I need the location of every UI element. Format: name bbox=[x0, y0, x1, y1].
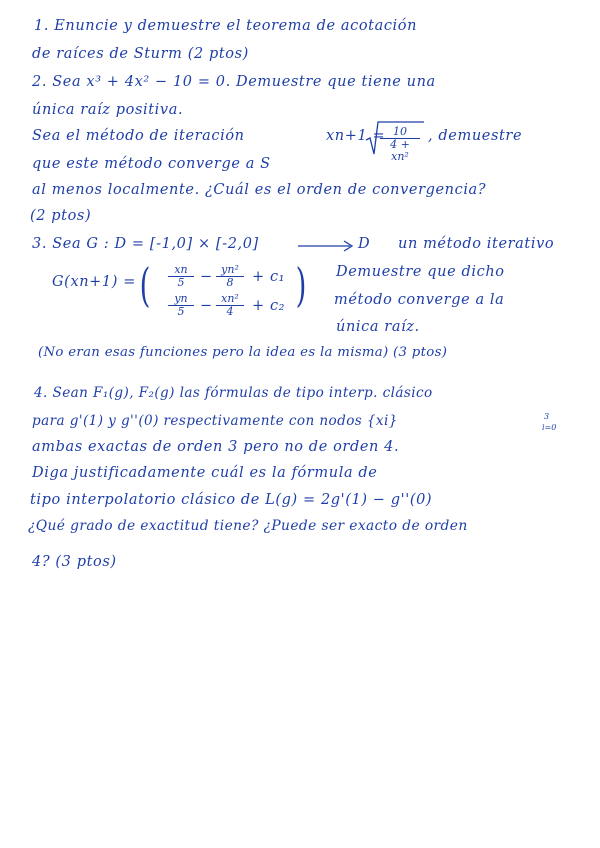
p4-line5: tipo interpolatorio clásico de L(g) = 2g'(1) − g''(0) bbox=[30, 492, 433, 508]
p3-right1: Demuestre que dicho bbox=[336, 264, 505, 280]
p3-row1-frac1-num: xn bbox=[168, 264, 194, 277]
p3-row2-frac2-den: 4 bbox=[226, 305, 234, 318]
p4-line7: 4? (3 ptos) bbox=[32, 554, 117, 570]
p2-fraction bbox=[380, 126, 420, 163]
p3-row1-tail: + c₁ bbox=[252, 269, 286, 285]
p4-line2-prefix: para g'(1) y g''(0) respectivamente con nodos {xi} bbox=[32, 413, 398, 429]
p1-line1: 1. Enuncie y demuestre el teorema de acotación bbox=[34, 18, 418, 34]
p3-row1-frac1-den: 5 bbox=[177, 276, 185, 289]
p3-row2-frac1-num: yn bbox=[168, 293, 194, 306]
p3-row2-frac1-den: 5 bbox=[177, 305, 185, 318]
p3-line1-D: D bbox=[358, 236, 371, 252]
p3-row1-frac2 bbox=[216, 264, 244, 289]
p2-line4: que este método converge a S bbox=[32, 156, 271, 172]
left-paren: ( bbox=[139, 258, 151, 312]
p4-line2-sub: i=0 bbox=[542, 423, 557, 432]
p3-G-lhs: G(xn+1) = bbox=[52, 274, 136, 290]
p3-row1-frac2-num: yn² bbox=[216, 264, 244, 277]
p4-line1: 4. Sean F₁(g), F₂(g) las fórmulas de tipo interp. clásico bbox=[34, 385, 433, 401]
p3-note: (No eran esas funciones pero la idea es la misma) (3 ptos) bbox=[38, 345, 448, 360]
p3-row1-frac2-den: 8 bbox=[226, 276, 234, 289]
p3-row2-tail: + c₂ bbox=[252, 298, 286, 314]
p4-line2-sup: 3 bbox=[544, 412, 550, 421]
p3-line1-prefix: 3. Sea G : D = [-1,0] × [-2,0] bbox=[32, 236, 259, 252]
p3-right3: única raíz. bbox=[336, 319, 420, 335]
p3-row1-frac1 bbox=[168, 264, 194, 289]
p2-iteration-lhs: xn+1 = bbox=[326, 128, 386, 144]
p4-line4: Diga justificadamente cuál es la fórmula de bbox=[32, 465, 378, 481]
p3-right2: método converge a la bbox=[334, 292, 505, 308]
p2-line6: (2 ptos) bbox=[30, 208, 92, 224]
p3-row2-frac2-num: xn² bbox=[216, 293, 244, 306]
p2-line2: única raíz positiva. bbox=[32, 102, 184, 118]
arrow-right-icon bbox=[298, 239, 356, 253]
p2-line3-prefix: Sea el método de iteración bbox=[32, 128, 245, 144]
p2-line3-suffix: , demuestre bbox=[428, 128, 523, 144]
p2-fraction-num: 10 bbox=[380, 126, 420, 139]
p2-line1: 2. Sea x³ + 4x² − 10 = 0. Demuestre que tiene una bbox=[32, 74, 436, 90]
p4-line6: ¿Qué grado de exactitud tiene? ¿Puede ser exacto de orden bbox=[28, 518, 468, 534]
p3-row2-frac1 bbox=[168, 293, 194, 318]
p3-row2-frac2 bbox=[216, 293, 244, 318]
p3-row1-minus: − bbox=[200, 269, 213, 285]
p2-line5: al menos localmente. ¿Cuál es el orden de convergencia? bbox=[32, 182, 487, 198]
p3-line1-suffix: un método iterativo bbox=[398, 236, 555, 252]
p2-fraction-den: 4 + xn² bbox=[390, 138, 410, 163]
p4-line3: ambas exactas de orden 3 pero no de orden 4. bbox=[32, 439, 400, 455]
right-paren: ) bbox=[295, 258, 307, 312]
p3-row2-minus: − bbox=[200, 298, 213, 314]
p1-line2: de raíces de Sturm (2 ptos) bbox=[32, 46, 249, 62]
